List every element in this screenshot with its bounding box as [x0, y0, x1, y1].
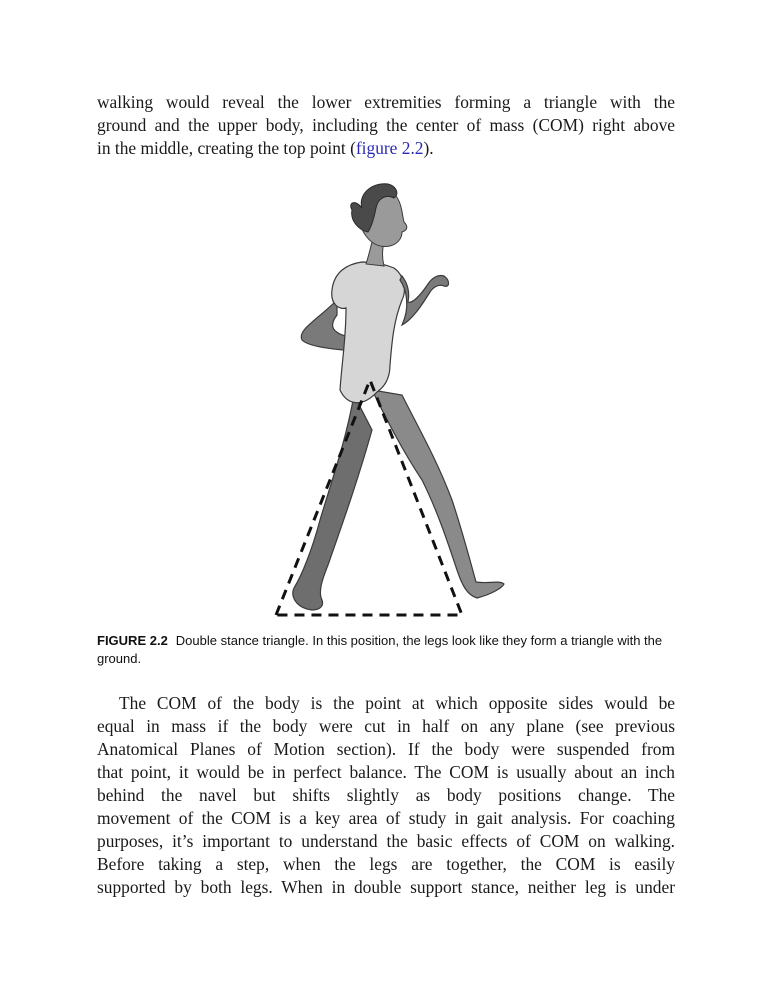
intro-paragraph [97, 91, 675, 160]
text-line: movement of the COM is a key area of study in gait analysis. For coaching [97, 808, 675, 828]
text-line: behind the navel but shifts slightly as body positions change. The [97, 785, 675, 805]
text-fragment: ). [423, 138, 434, 158]
text-fragment: in the middle, creating the top point ( [97, 138, 356, 158]
text-line: Anatomical Planes of Motion section). If the body were suspended from [97, 739, 675, 759]
walking-figure-illustration [262, 180, 512, 620]
caption-text: Double stance triangle. In this position, the legs look like they form a triangle with the ground. [97, 633, 663, 666]
text-line: that point, it would be in perfect balance. The COM is usually about an inch [97, 762, 675, 782]
text-line: supported by both legs. When in double support stance, neither leg is under [97, 877, 675, 897]
body-paragraph [97, 692, 675, 899]
text-line: walking would reveal the lower extremities forming a triangle with the [97, 92, 675, 112]
figure-caption [97, 632, 687, 668]
walker-drawing [262, 180, 512, 620]
text-line: equal in mass if the body were cut in half on any plane (see previous [97, 716, 675, 736]
text-line-with-link [97, 137, 675, 160]
figure-label: FIGURE 2.2 [97, 633, 168, 648]
text-line: purposes, it’s important to understand the basic effects of COM on walking. [97, 831, 675, 851]
figure-reference-link[interactable]: figure 2.2 [355, 138, 424, 158]
text-line: Before taking a step, when the legs are together, the COM is easily [97, 854, 675, 874]
text-line: The COM of the body is the point at which opposite sides would be [119, 693, 675, 713]
text-line: ground and the upper body, including the center of mass (COM) right above [97, 115, 675, 135]
